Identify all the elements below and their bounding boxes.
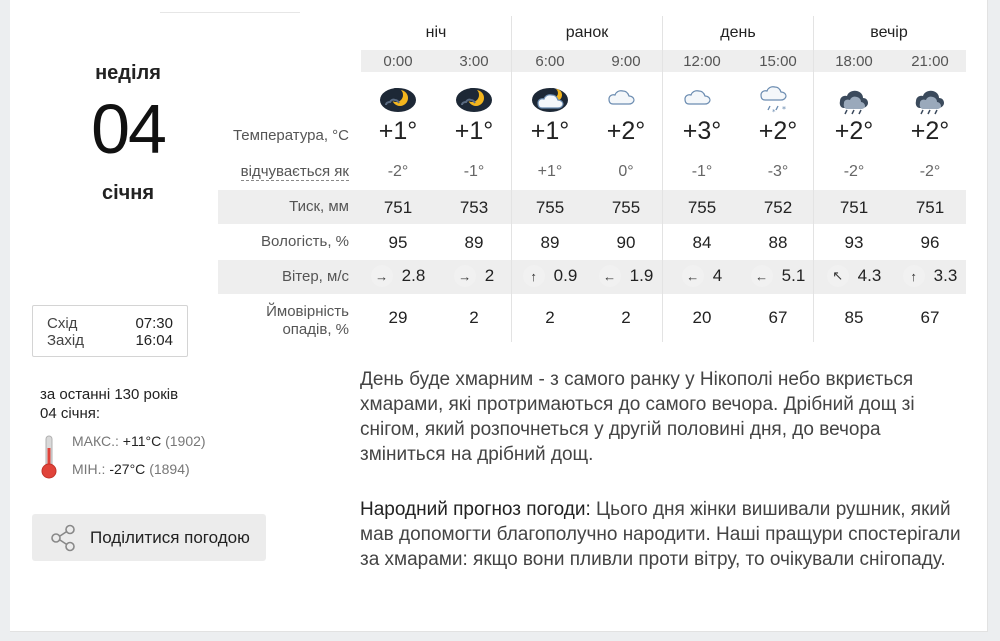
time-cell: 6:00 — [535, 53, 565, 70]
wind-cell — [512, 265, 588, 287]
precipitation-cell: 67 — [768, 308, 788, 327]
time-cell: 15:00 — [759, 53, 797, 70]
temperature-cell: +1° — [454, 117, 494, 145]
history-min — [72, 461, 190, 477]
feels-like-cell: +1° — [537, 163, 563, 180]
time-cell: 18:00 — [835, 53, 873, 70]
precipitation-cell: 2 — [621, 308, 631, 327]
cloud-rain-icon — [816, 83, 892, 117]
svg-text:*: * — [772, 108, 776, 115]
wind-speed: 1.9 — [629, 266, 654, 285]
feels-like-cell: -1° — [691, 163, 713, 180]
wind-speed: 2 — [484, 266, 495, 285]
label-feels-like-text: відчувається як — [240, 163, 349, 180]
humidity-cell: 84 — [692, 233, 712, 252]
history-max-label: МАКС.: — [72, 433, 119, 449]
share-icon — [48, 523, 78, 553]
history-max-year: (1902) — [165, 433, 206, 449]
moon-partly-cloudy-icon — [512, 83, 588, 117]
wind-direction-icon: → — [454, 265, 476, 287]
forecast-description: День буде хмарним - з самого ранку у Нікополі небо вкриється хмарами, які протримаються до самого вечора. Дрібний дощ зі снігом, який розпочнеться у другій половині дня, до вечора зміниться на дрібний дощ. — [360, 369, 915, 465]
wind-speed: 3.3 — [933, 266, 958, 285]
label-humidity: Вологість, % — [261, 233, 349, 250]
svg-text:*: * — [782, 105, 786, 114]
history-min-value: -27°C — [109, 461, 146, 477]
weather-card — [10, 0, 988, 632]
humidity-cell: 89 — [540, 233, 560, 252]
wind-cell — [360, 265, 436, 287]
history-max-value: +11°C — [122, 433, 162, 449]
wind-cell — [588, 265, 664, 287]
wind-direction-icon: ↑ — [523, 265, 545, 287]
cloud-rain-snow-icon — [740, 83, 816, 117]
thermometer-icon — [40, 434, 58, 480]
sunset-time: 16:04 — [135, 332, 173, 349]
history-min-year: (1894) — [149, 461, 190, 477]
feels-like-cell: 0° — [618, 163, 634, 180]
feels-like-cell: -1° — [463, 163, 485, 180]
label-pressure: Тиск, мм — [289, 198, 349, 215]
temperature-cell: +1° — [530, 117, 570, 145]
wind-speed: 4.3 — [857, 266, 882, 285]
precipitation-cell: 2 — [469, 308, 479, 327]
wind-speed: 4 — [712, 266, 723, 285]
folk-forecast-text: Цього дня жінки вишивали рушник, який мав допомогти благополучно народити. Наші пращури спостерігали за хмарами: якщо вони пливли проти вітру, то очікували снігопаду. — [360, 499, 961, 570]
wind-direction-icon: ← — [599, 265, 621, 287]
wind-speed: 5.1 — [781, 266, 806, 285]
label-temperature: Температура, °C — [232, 127, 349, 144]
pressure-cell: 755 — [687, 198, 717, 217]
month: січня — [101, 182, 155, 204]
folk-forecast-heading: Народний прогноз погоди: — [360, 499, 591, 520]
share-weather-button[interactable] — [32, 514, 266, 561]
feels-like-cell: -3° — [767, 163, 789, 180]
humidity-cell: 96 — [920, 233, 940, 252]
pressure-cell: 755 — [611, 198, 641, 217]
time-cell: 21:00 — [911, 53, 949, 70]
wind-speed: 0.9 — [553, 266, 578, 285]
sunrise-row — [47, 315, 173, 332]
humidity-cell: 95 — [388, 233, 408, 252]
humidity-cell: 90 — [616, 233, 636, 252]
label-precipitation-line-2: опадів, % — [282, 321, 349, 338]
period-evening: вечір — [870, 24, 908, 41]
weekday: неділя — [95, 62, 161, 84]
feels-like-cell: -2° — [919, 163, 941, 180]
wind-direction-icon: ↖ — [827, 265, 849, 287]
pressure-cell: 753 — [459, 198, 489, 217]
sunset-row — [47, 332, 173, 349]
pressure-cell: 752 — [763, 198, 793, 217]
humidity-cell: 93 — [844, 233, 864, 252]
wind-direction-icon: ← — [751, 265, 773, 287]
precipitation-cell: 29 — [388, 308, 408, 327]
cloud-icon — [588, 83, 664, 117]
label-precipitation — [266, 303, 349, 339]
feels-like-cell: -2° — [387, 163, 409, 180]
pressure-cell: 755 — [535, 198, 565, 217]
wind-speed: 2.8 — [401, 266, 426, 285]
wind-direction-icon: ↑ — [903, 265, 925, 287]
temperature-cell: +2° — [606, 117, 646, 145]
cloud-icon — [664, 83, 740, 117]
temperature-cell: +1° — [378, 117, 418, 145]
pressure-cell: 751 — [383, 198, 413, 217]
label-precipitation-line-1: Ймовірність — [266, 303, 349, 320]
wind-cell — [664, 265, 740, 287]
sunrise-time: 07:30 — [135, 315, 173, 332]
sunset-label: Захід — [47, 332, 84, 349]
pressure-cell: 751 — [839, 198, 869, 217]
wind-direction-icon: ← — [682, 265, 704, 287]
history-line-1: за останні 130 років — [40, 386, 179, 403]
wind-direction-icon: → — [371, 265, 393, 287]
period-night: ніч — [425, 24, 447, 41]
time-cell: 12:00 — [683, 53, 721, 70]
day-number: 04 — [91, 90, 165, 168]
moon-cloud-icon — [360, 83, 436, 117]
temperature-cell: +3° — [682, 117, 722, 145]
divider — [160, 12, 300, 13]
precipitation-cell: 67 — [920, 308, 940, 327]
sun-times-box — [32, 305, 188, 357]
humidity-cell: 88 — [768, 233, 788, 252]
wind-cell — [436, 265, 512, 287]
history-max — [72, 433, 206, 449]
period-day: день — [720, 24, 756, 41]
time-cell: 9:00 — [611, 53, 641, 70]
time-cell: 0:00 — [383, 53, 413, 70]
wind-cell — [892, 265, 968, 287]
moon-cloud-icon — [436, 83, 512, 117]
wind-cell — [740, 265, 816, 287]
temperature-cell: +2° — [834, 117, 874, 145]
wind-cell — [816, 265, 892, 287]
humidity-cell: 89 — [464, 233, 484, 252]
label-wind: Вітер, м/с — [281, 268, 349, 285]
label-feels-like[interactable] — [241, 163, 349, 180]
history-heading — [40, 385, 178, 423]
history-line-2: 04 січня: — [40, 405, 101, 422]
pressure-cell: 751 — [915, 198, 945, 217]
sunrise-label: Схід — [47, 315, 78, 332]
share-label: Поділитися погодою — [90, 527, 250, 547]
precipitation-cell: 2 — [545, 308, 555, 327]
period-morning: ранок — [565, 24, 609, 41]
temperature-cell: +2° — [758, 117, 798, 145]
temperature-cell: +2° — [910, 117, 950, 145]
precipitation-cell: 20 — [692, 308, 712, 327]
history-min-label: МІН.: — [72, 461, 106, 477]
precipitation-cell: 85 — [844, 308, 864, 327]
feels-like-cell: -2° — [843, 163, 865, 180]
time-cell: 3:00 — [459, 53, 489, 70]
folk-forecast — [360, 497, 968, 572]
cloud-rain-icon — [892, 83, 968, 117]
